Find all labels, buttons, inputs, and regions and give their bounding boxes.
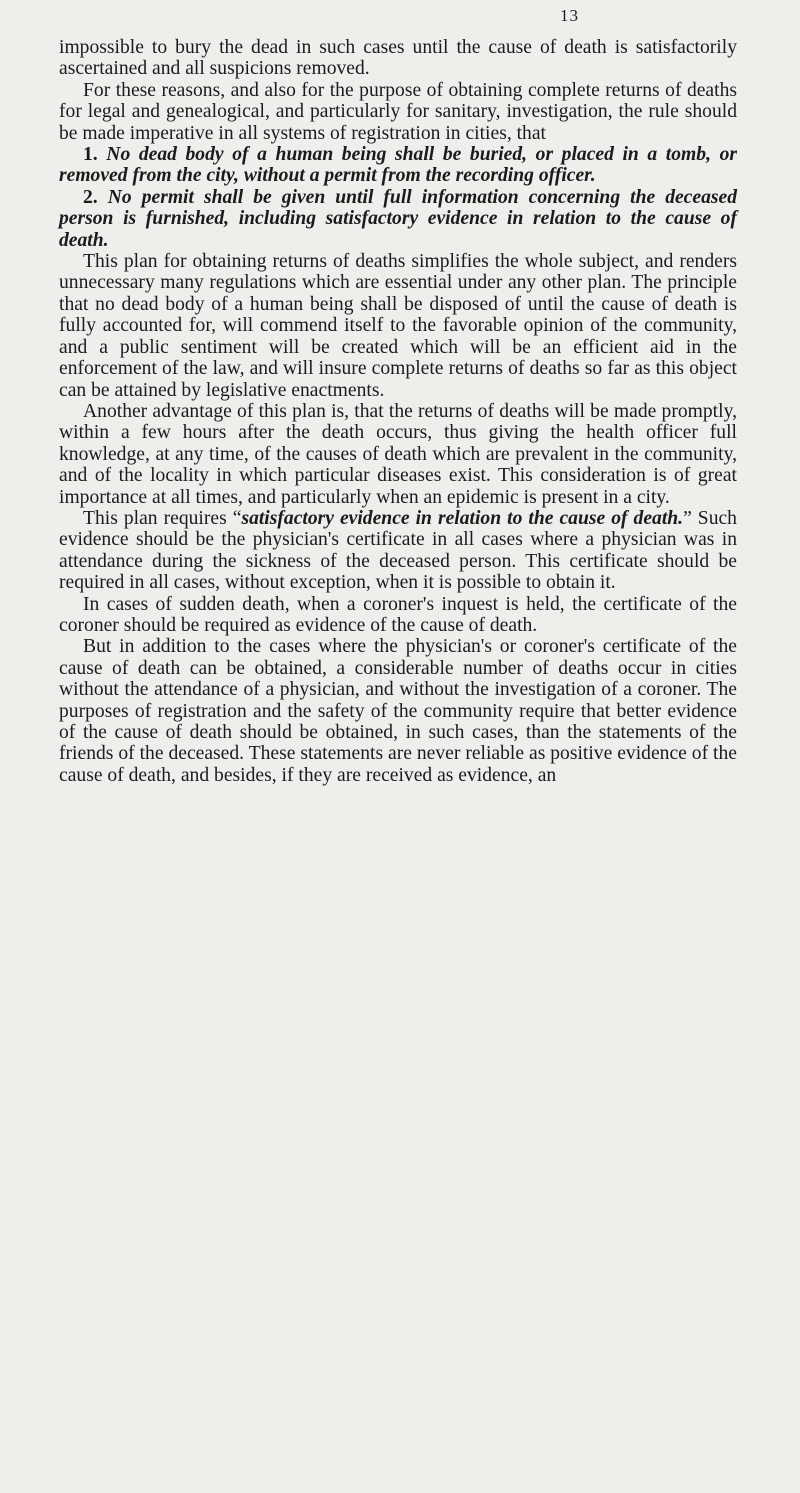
paragraph-addition: But in addition to the cases where the physician's or coroner's certificate of the cause of death can be obtained, a considerable number of deaths occur in cities without the attendance of a physician, and without the investigation of a coroner. The purposes of registration and the safety of the community require that better evidence of the cause of death should be obtained, in such cases, than the statements of the friends of the deceased. These statements are never reliable as positive evidence of the cause of death, and besides, if they are received as evidence, an <box>59 636 737 786</box>
paragraph-continuation: impossible to bury the dead in such cases until the cause of death is satisfactorily ascertained and all suspicions removed. <box>59 37 737 80</box>
page-body <box>59 37 737 786</box>
rule-1-number: 1. <box>83 144 98 166</box>
paragraph-sudden-death: In cases of sudden death, when a coroner's inquest is held, the certificate of the coroner should be required as evidence of the cause of death. <box>59 593 737 636</box>
paragraph-advantage: Another advantage of this plan is, that the returns of deaths will be made promptly, within a few hours after the death occurs, thus giving the health officer full knowledge, at any time, of the causes of death which are prevalent in the community, and of the locality in which particular diseases exist. This consideration is of great importance at all times, and particularly when an epidemic is present in a city. <box>59 400 737 508</box>
rule-2-text: No permit shall be given until full information concerning the deceased person is furnished, including satisfactory evidence in relation to the cause of death. <box>59 186 737 251</box>
rule-2-number: 2. <box>83 186 98 208</box>
paragraph-plan: This plan for obtaining returns of deaths simplifies the whole subject, and renders unnecessary many regulations which are essential under any other plan. The principle that no dead body of a human being shall be disposed of until the cause of death is fully accounted for, will commend itself to the favorable opinion of the community, and a public sentiment will be created which will be an efficient aid in the enforcement of the law, and will insure complete returns of deaths so far as this object can be attained by legislative enactments. <box>59 251 737 401</box>
paragraph-requires <box>59 508 737 594</box>
rule-1 <box>59 144 737 187</box>
requires-lead: This plan requires “ <box>83 507 242 529</box>
rule-1-text: No dead body of a human being shall be buried, or placed in a tomb, or removed from the city, without a permit from the recording officer. <box>59 144 737 187</box>
rule-2 <box>59 187 737 251</box>
requires-rest: ” Such evidence should be the physician's certificate in all cases where a physician was in attendance during the sickness of the deceased person. This certificate should be required in all cases, without exception, when it is possible to obtain it. <box>59 507 737 594</box>
requires-quote: satisfactory evidence in relation to the cause of death. <box>241 507 684 529</box>
page-number: 13 <box>560 6 579 25</box>
paragraph-reasons: For these reasons, and also for the purpose of obtaining complete returns of deaths for legal and genealogical, and particularly for sanitary, investigation, the rule should be made imperative in all systems of registration in cities, that <box>59 79 737 144</box>
